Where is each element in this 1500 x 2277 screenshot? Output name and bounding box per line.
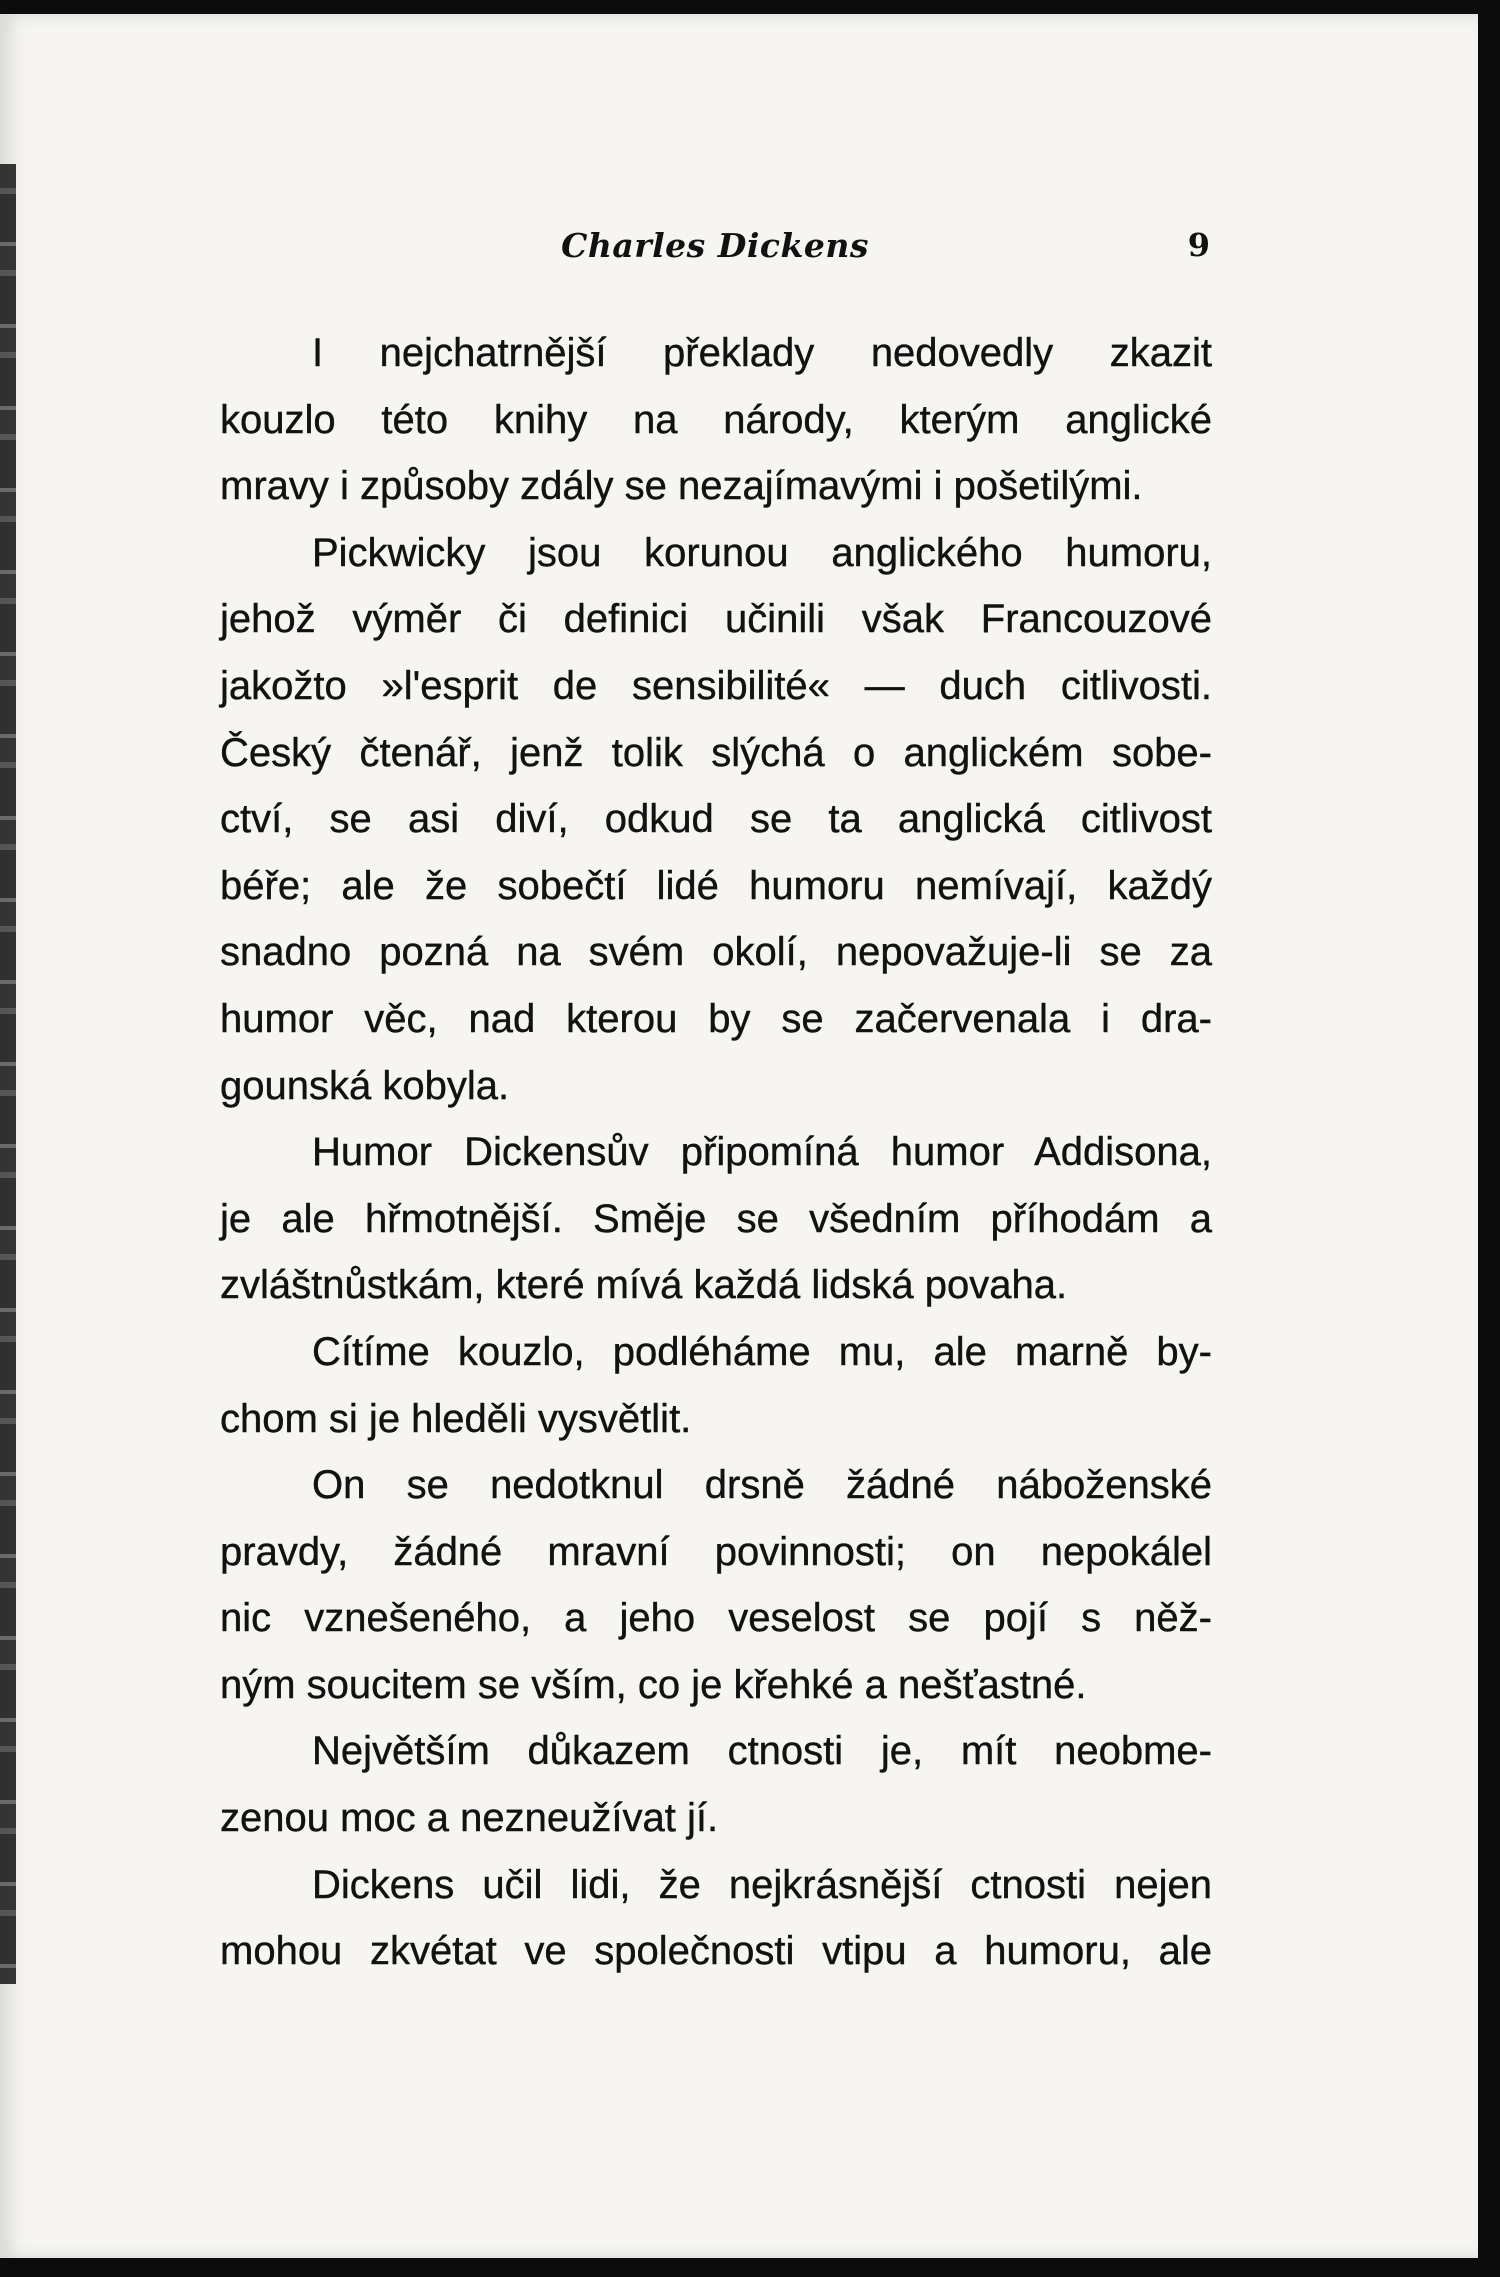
book-binding-edge xyxy=(0,164,16,1984)
text-line: mravy i způsoby zdály se nezajímavými i pošetilými. xyxy=(220,464,1143,509)
text-line: Cítíme kouzlo, podléháme mu, ale marně by- xyxy=(312,1329,1212,1374)
running-title: Charles Dickens xyxy=(561,226,869,265)
text-line: Dickens učil lidi, že nejkrásnější ctnosti nejen xyxy=(312,1862,1212,1907)
text-line: Humor Dickensův připomíná humor Addisona, xyxy=(312,1130,1212,1175)
running-head xyxy=(220,226,1210,286)
text-line: nic vznešeného, a jeho veselost se pojí s něž- xyxy=(220,1596,1212,1641)
text-line: Největším důkazem ctnosti je, mít neobme- xyxy=(312,1729,1212,1774)
text-line: mohou zkvétat ve společnosti vtipu a humoru, ale xyxy=(220,1929,1212,1974)
text-line: I nejchatrnější překlady nedovedly zkazit xyxy=(312,331,1212,375)
text-line: snadno pozná na svém okolí, nepovažuje-li se za xyxy=(220,930,1212,975)
text-line: kouzlo této knihy na národy, kterým anglické xyxy=(220,397,1212,442)
page-number: 9 xyxy=(1187,226,1210,264)
body-text xyxy=(220,320,1212,1985)
book-page xyxy=(0,14,1478,2258)
text-line: béře; ale že sobečtí lidé humoru nemívají, každý xyxy=(220,863,1212,908)
text-line: je ale hřmotnější. Směje se všedním příhodám a xyxy=(220,1196,1212,1241)
text-line: jehož výměr či definici učinili však Francouzové xyxy=(220,597,1212,642)
text-line: ctví, se asi diví, odkud se ta anglická citlivost xyxy=(220,797,1212,842)
text-line: jakožto »l'esprit de sensibilité« — duch citlivosti. xyxy=(220,663,1212,708)
text-line: On se nedotknul drsně žádné náboženské xyxy=(312,1463,1212,1508)
text-line: Pickwicky jsou korunou anglického humoru, xyxy=(312,530,1212,575)
text-line: zvláštnůstkám, které mívá každá lidská povaha. xyxy=(220,1263,1068,1308)
text-line: chom si je hleděli vysvětlit. xyxy=(220,1396,692,1441)
text-line: gounská kobyla. xyxy=(220,1063,510,1108)
text-line: ným soucitem se vším, co je křehké a nešťastné. xyxy=(220,1662,1087,1707)
text-line: zenou moc a nezneužívat jí. xyxy=(220,1796,719,1841)
text-line: humor věc, nad kterou by se začervenala i dra- xyxy=(220,996,1212,1041)
text-line: Český čtenář, jenž tolik slýchá o anglickém sobe- xyxy=(220,730,1212,775)
text-line: pravdy, žádné mravní povinnosti; on nepokálel xyxy=(220,1529,1212,1574)
